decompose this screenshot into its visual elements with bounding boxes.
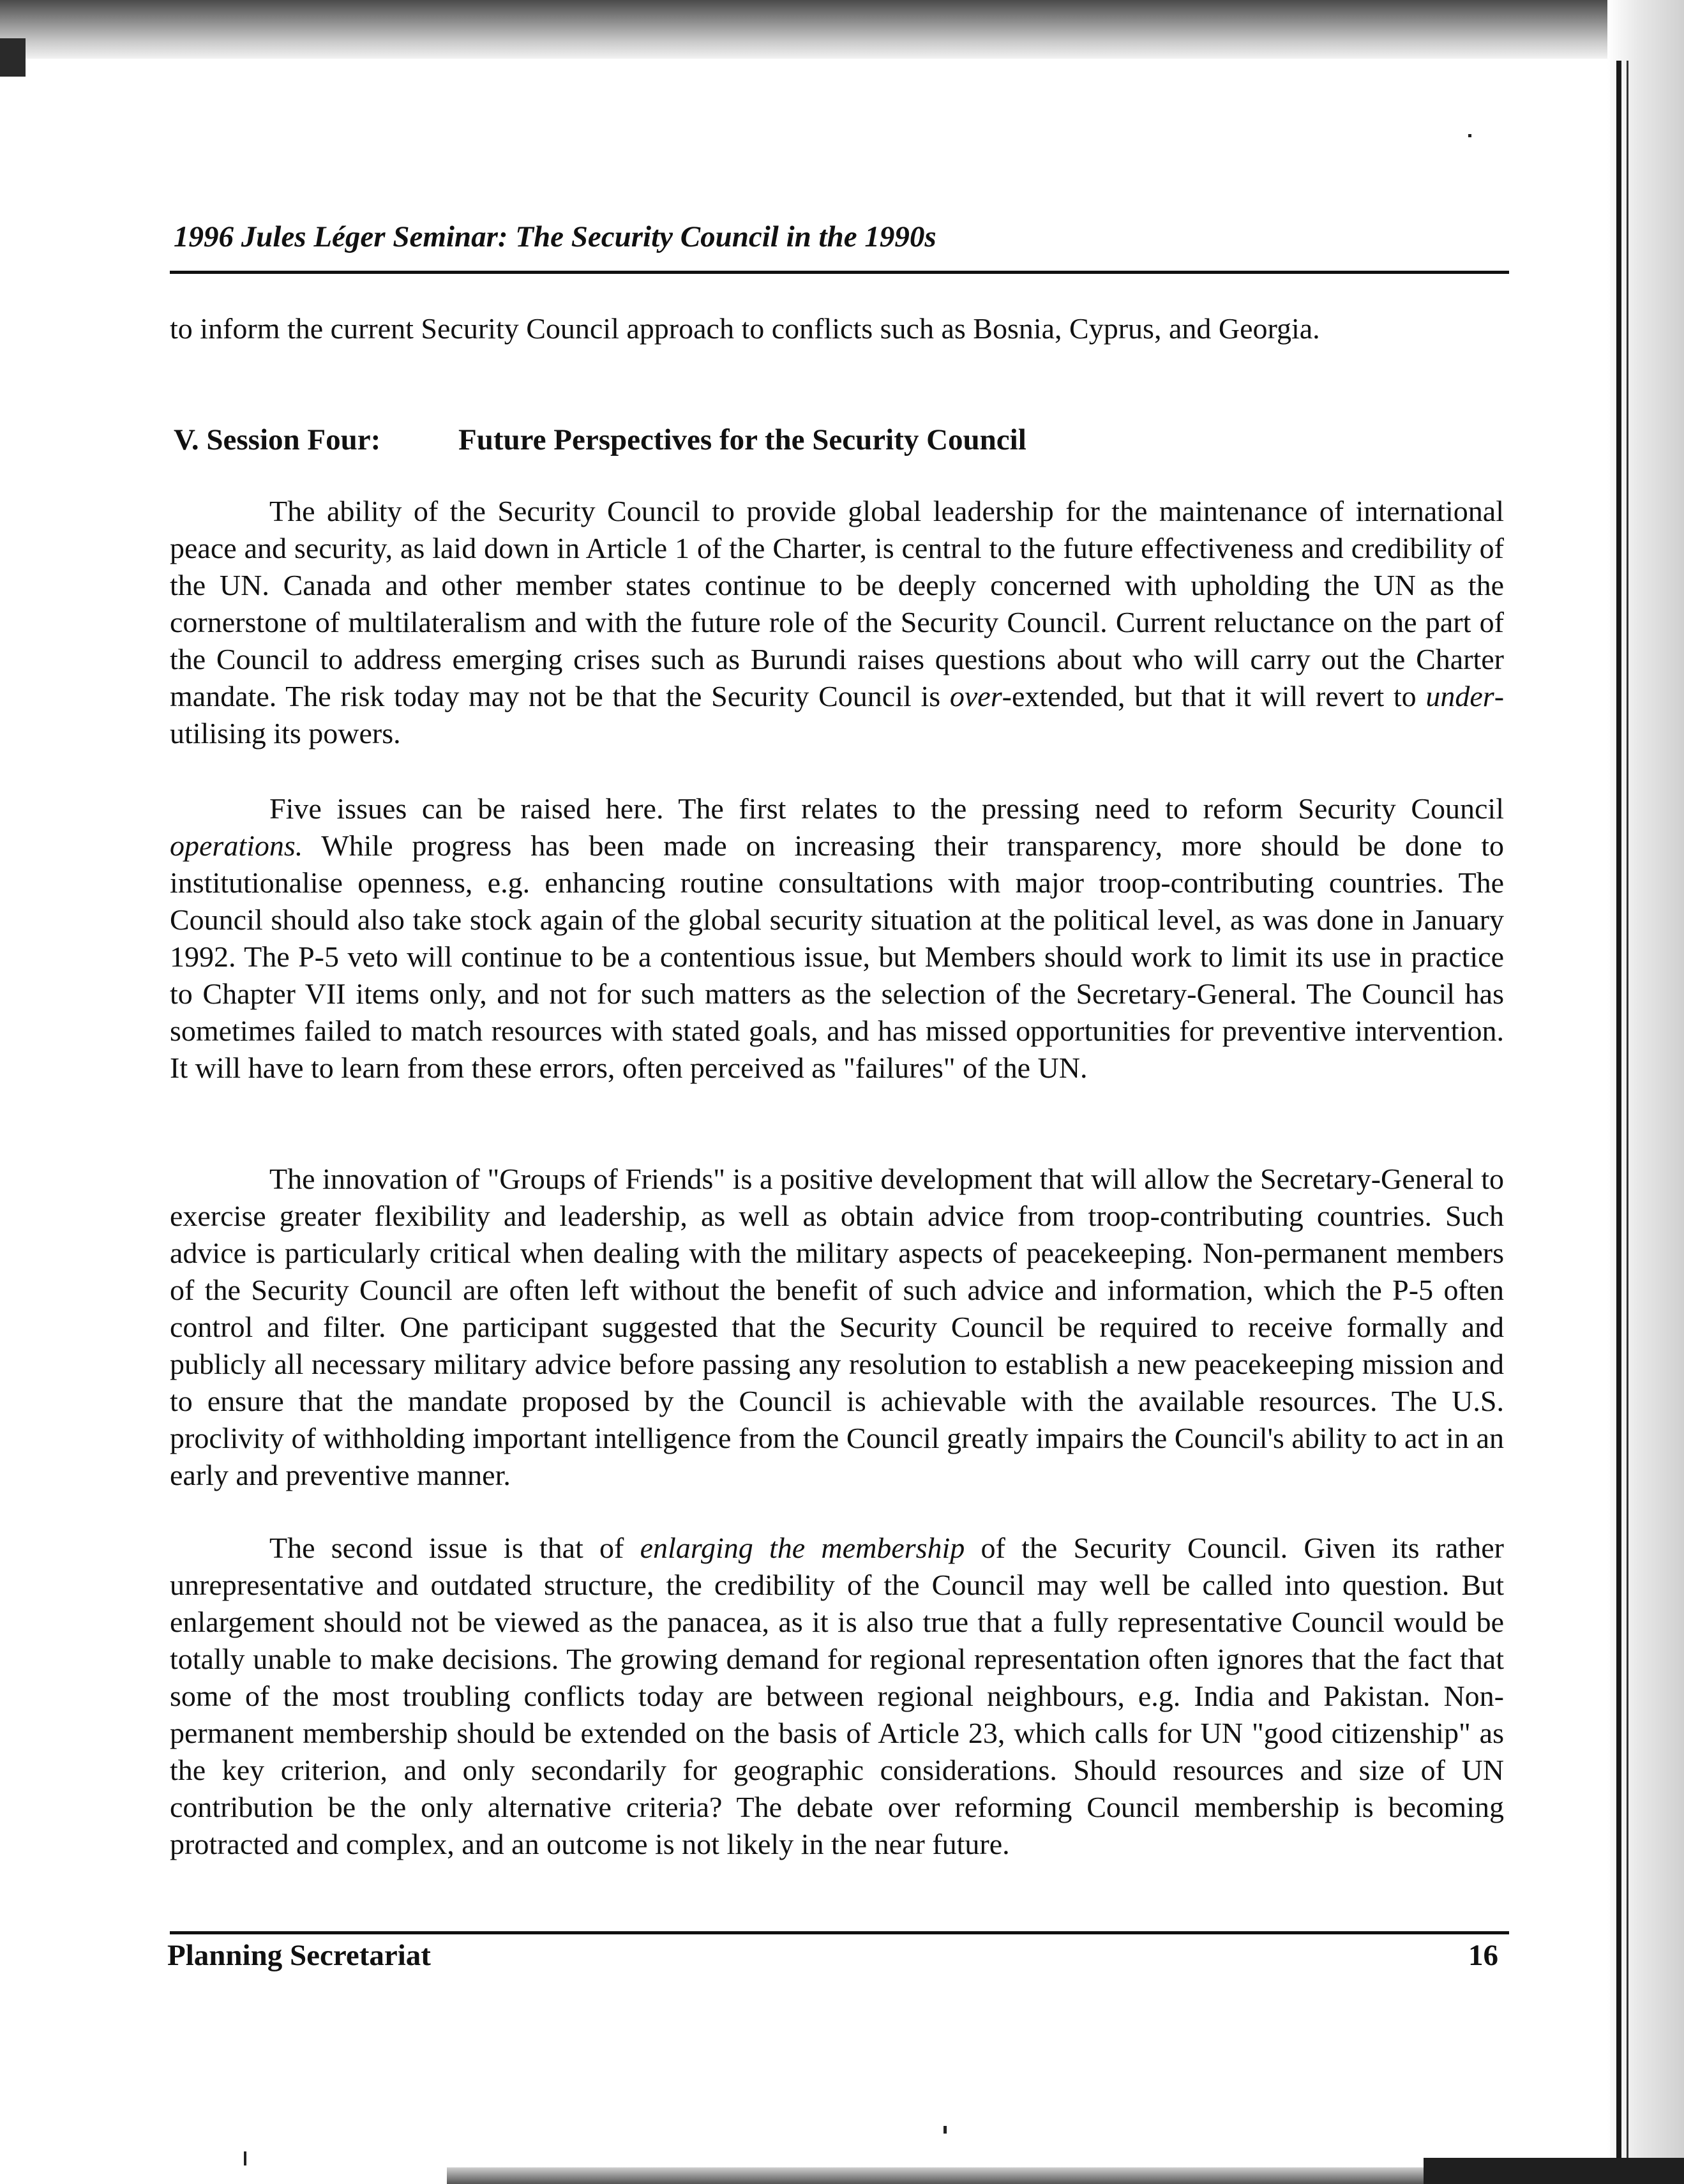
paragraph-2-emphasis-operations: operations. xyxy=(170,829,303,862)
paragraph-4-text-b: of the Security Council. Given its rather unrepresentative and outdated structure, the credibility of the Council may well be called into question. But enlargement should not be viewed as the panacea, as it is also true that a fully representative Council would be totally unable to make decisions. The growing demand for regional representation often ignores that the fact that some of the most troubling conflicts today are between regional neighbours, e.g. India and Pakistan. Non-permanent membership should be extended on the basis of Article 23, which calls for UN "good citizenship" as the key criterion, and only secondarily for geographic considerations. Should resources and size of UN contribution be the only alternative criteria? The debate over reforming Council membership is becoming protracted and complex, and an outcome is not likely in the near future. xyxy=(170,1532,1504,1860)
scan-speck xyxy=(1468,134,1471,137)
scan-corner-mark xyxy=(0,38,26,77)
scan-corner-mark-bottom xyxy=(1424,2158,1684,2184)
paragraph-1-text-b: -extended, but that it will revert to xyxy=(1002,680,1426,712)
paragraph-4-emphasis-enlarging: enlarging the membership xyxy=(640,1532,965,1564)
section-number: V. Session Four: xyxy=(174,423,381,456)
footer-organization: Planning Secretariat xyxy=(167,1939,431,1972)
paragraph-4 xyxy=(170,1530,1504,1863)
paragraph-1 xyxy=(170,493,1504,752)
scan-speck xyxy=(244,2151,246,2165)
paragraph-1-text-a: The ability of the Security Council to provide global leadership for the maintenance of international peace and security, as laid down in Article 1 of the Charter, is central to the future effectiveness and credibility of the UN. Canada and other member states continue to be deeply concerned with upholding the UN as the cornerstone of multilateralism and with the future role of the Security Council. Current reluctance on the part of the Council to address emerging crises such as Burundi raises questions about who will carry out the Charter mandate. The risk today may not be that the Security Council is xyxy=(170,495,1504,712)
section-title: Future Perspectives for the Security Council xyxy=(458,423,1026,456)
paragraph-1-emphasis-under: under xyxy=(1425,680,1494,712)
footer-divider xyxy=(170,1931,1509,1934)
paragraph-4-text-a: The second issue is that of xyxy=(269,1532,640,1564)
section-heading xyxy=(174,423,1026,457)
header-divider xyxy=(170,271,1509,274)
running-header-title: 1996 Jules Léger Seminar: The Security Council in the 1990s xyxy=(174,220,936,253)
paragraph-1-emphasis-over: over xyxy=(949,680,1002,712)
paragraph-2-text-b: While progress has been made on increasing their transparency, more should be done to institutionalise openness, e.g. enhancing routine consultations with major troop-contributing countries. The Council should also take stock again of the global security situation at the political level, as was done in January 1992. The P-5 veto will continue to be a contentious issue, but Members should work to limit its use in practice to Chapter VII items only, and not for such matters as the selection of the Secretary-General. The Council has sometimes failed to match resources with stated goals, and has missed opportunities for preventive intervention. It will have to learn from these errors, often perceived as "failures" of the UN. xyxy=(170,829,1504,1084)
scan-edge-line-thin xyxy=(1627,61,1628,2167)
scan-border-top xyxy=(0,0,1684,59)
paragraph-3: The innovation of "Groups of Friends" is a positive development that will allow the Secretary-General to exercise greater flexibility and leadership, as well as obtain advice from troop-contributing countries. Such advice is particularly critical when dealing with the military aspects of peacekeeping. Non-permanent members of the Security Council are often left without the benefit of such advice and information, which the P-5 often control and filter. One participant suggested that the Security Council be required to receive formally and publicly all necessary military advice before passing any resolution to establish a new peacekeeping mission and to ensure that the mandate proposed by the Council is achievable with the available resources. The U.S. proclivity of withholding important intelligence from the Council greatly impairs the Council's ability to act in an early and preventive manner. xyxy=(170,1163,1504,1491)
scan-edge-line xyxy=(1616,61,1621,2167)
scan-speck xyxy=(943,2126,947,2134)
page-number: 16 xyxy=(1468,1939,1498,1972)
paragraph-2 xyxy=(170,790,1504,1087)
paragraph-1-text-c: -utilising its powers. xyxy=(170,680,1505,749)
continuation-paragraph: to inform the current Security Council approach to conflicts such as Bosnia, Cyprus, and Georgia. xyxy=(170,312,1320,345)
paragraph-2-text-a: Five issues can be raised here. The first relates to the pressing need to reform Security Council xyxy=(269,792,1504,825)
